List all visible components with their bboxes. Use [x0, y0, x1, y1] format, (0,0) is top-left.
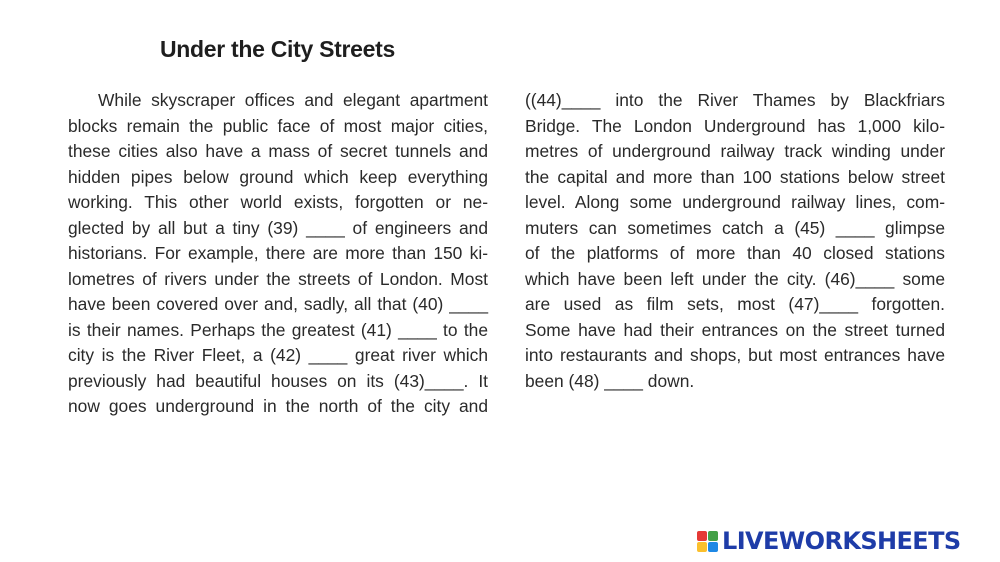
- text-line: which have been left under the city. (46)____ some: [525, 268, 945, 289]
- text-line: these cities also have a mass of secret tunnels and: [68, 141, 488, 161]
- text-line: into restaurants and shops, but most entrances have: [525, 345, 945, 365]
- text-line: glected by all but a tiny (39) ____ of engineers and: [68, 217, 488, 238]
- text-line: metres of underground railway track winding under: [525, 141, 945, 161]
- text-line: been (48) ____ down.: [525, 370, 695, 391]
- text-line: historians. For example, there are more than 150 ki-: [68, 243, 488, 263]
- logo-mark-icon: [697, 531, 718, 552]
- page-title: Under the City Streets: [160, 36, 395, 62]
- text-line: Bridge. The London Underground has 1,000 kilo-: [525, 115, 945, 136]
- right-column: [525, 88, 945, 394]
- text-line: muters can sometimes catch a (45) ____ glimpse: [525, 217, 945, 238]
- text-line: ((44)____ into the River Thames by Blackfriars: [525, 90, 945, 110]
- text-line: While skyscraper offices and elegant apartment: [98, 90, 488, 110]
- text-line: hidden pipes below ground which keep everything: [68, 166, 488, 187]
- text-line: of the platforms of more than 40 closed stations: [525, 243, 945, 263]
- logo-square: [708, 542, 718, 552]
- left-column: [68, 88, 488, 420]
- text-line: previously had beautiful houses on its (43)____. It: [68, 370, 488, 391]
- text-line: are used as film sets, most (47)____ forgotten.: [525, 294, 945, 314]
- logo-square: [697, 531, 707, 541]
- logo-text: LIVEWORKSHEETS: [722, 527, 961, 555]
- text-line: blocks remain the public face of most major cities,: [68, 115, 488, 136]
- text-line: have been covered over and, sadly, all that (40) ____: [68, 294, 488, 314]
- liveworksheets-logo[interactable]: [697, 527, 961, 555]
- text-line: Some have had their entrances on the street turned: [525, 319, 945, 340]
- text-line: working. This other world exists, forgotten or ne-: [68, 192, 488, 212]
- text-line: level. Along some underground railway lines, com-: [525, 192, 945, 212]
- logo-square: [697, 542, 707, 552]
- text-line: is their names. Perhaps the greatest (41) ____ to the: [68, 319, 488, 340]
- logo-square: [708, 531, 718, 541]
- text-line: lometres of rivers under the streets of London. Most: [68, 268, 488, 289]
- text-line: city is the River Fleet, a (42) ____ great river which: [68, 345, 488, 365]
- text-line: the capital and more than 100 stations below street: [525, 166, 945, 187]
- text-line: now goes underground in the north of the city and: [68, 396, 488, 416]
